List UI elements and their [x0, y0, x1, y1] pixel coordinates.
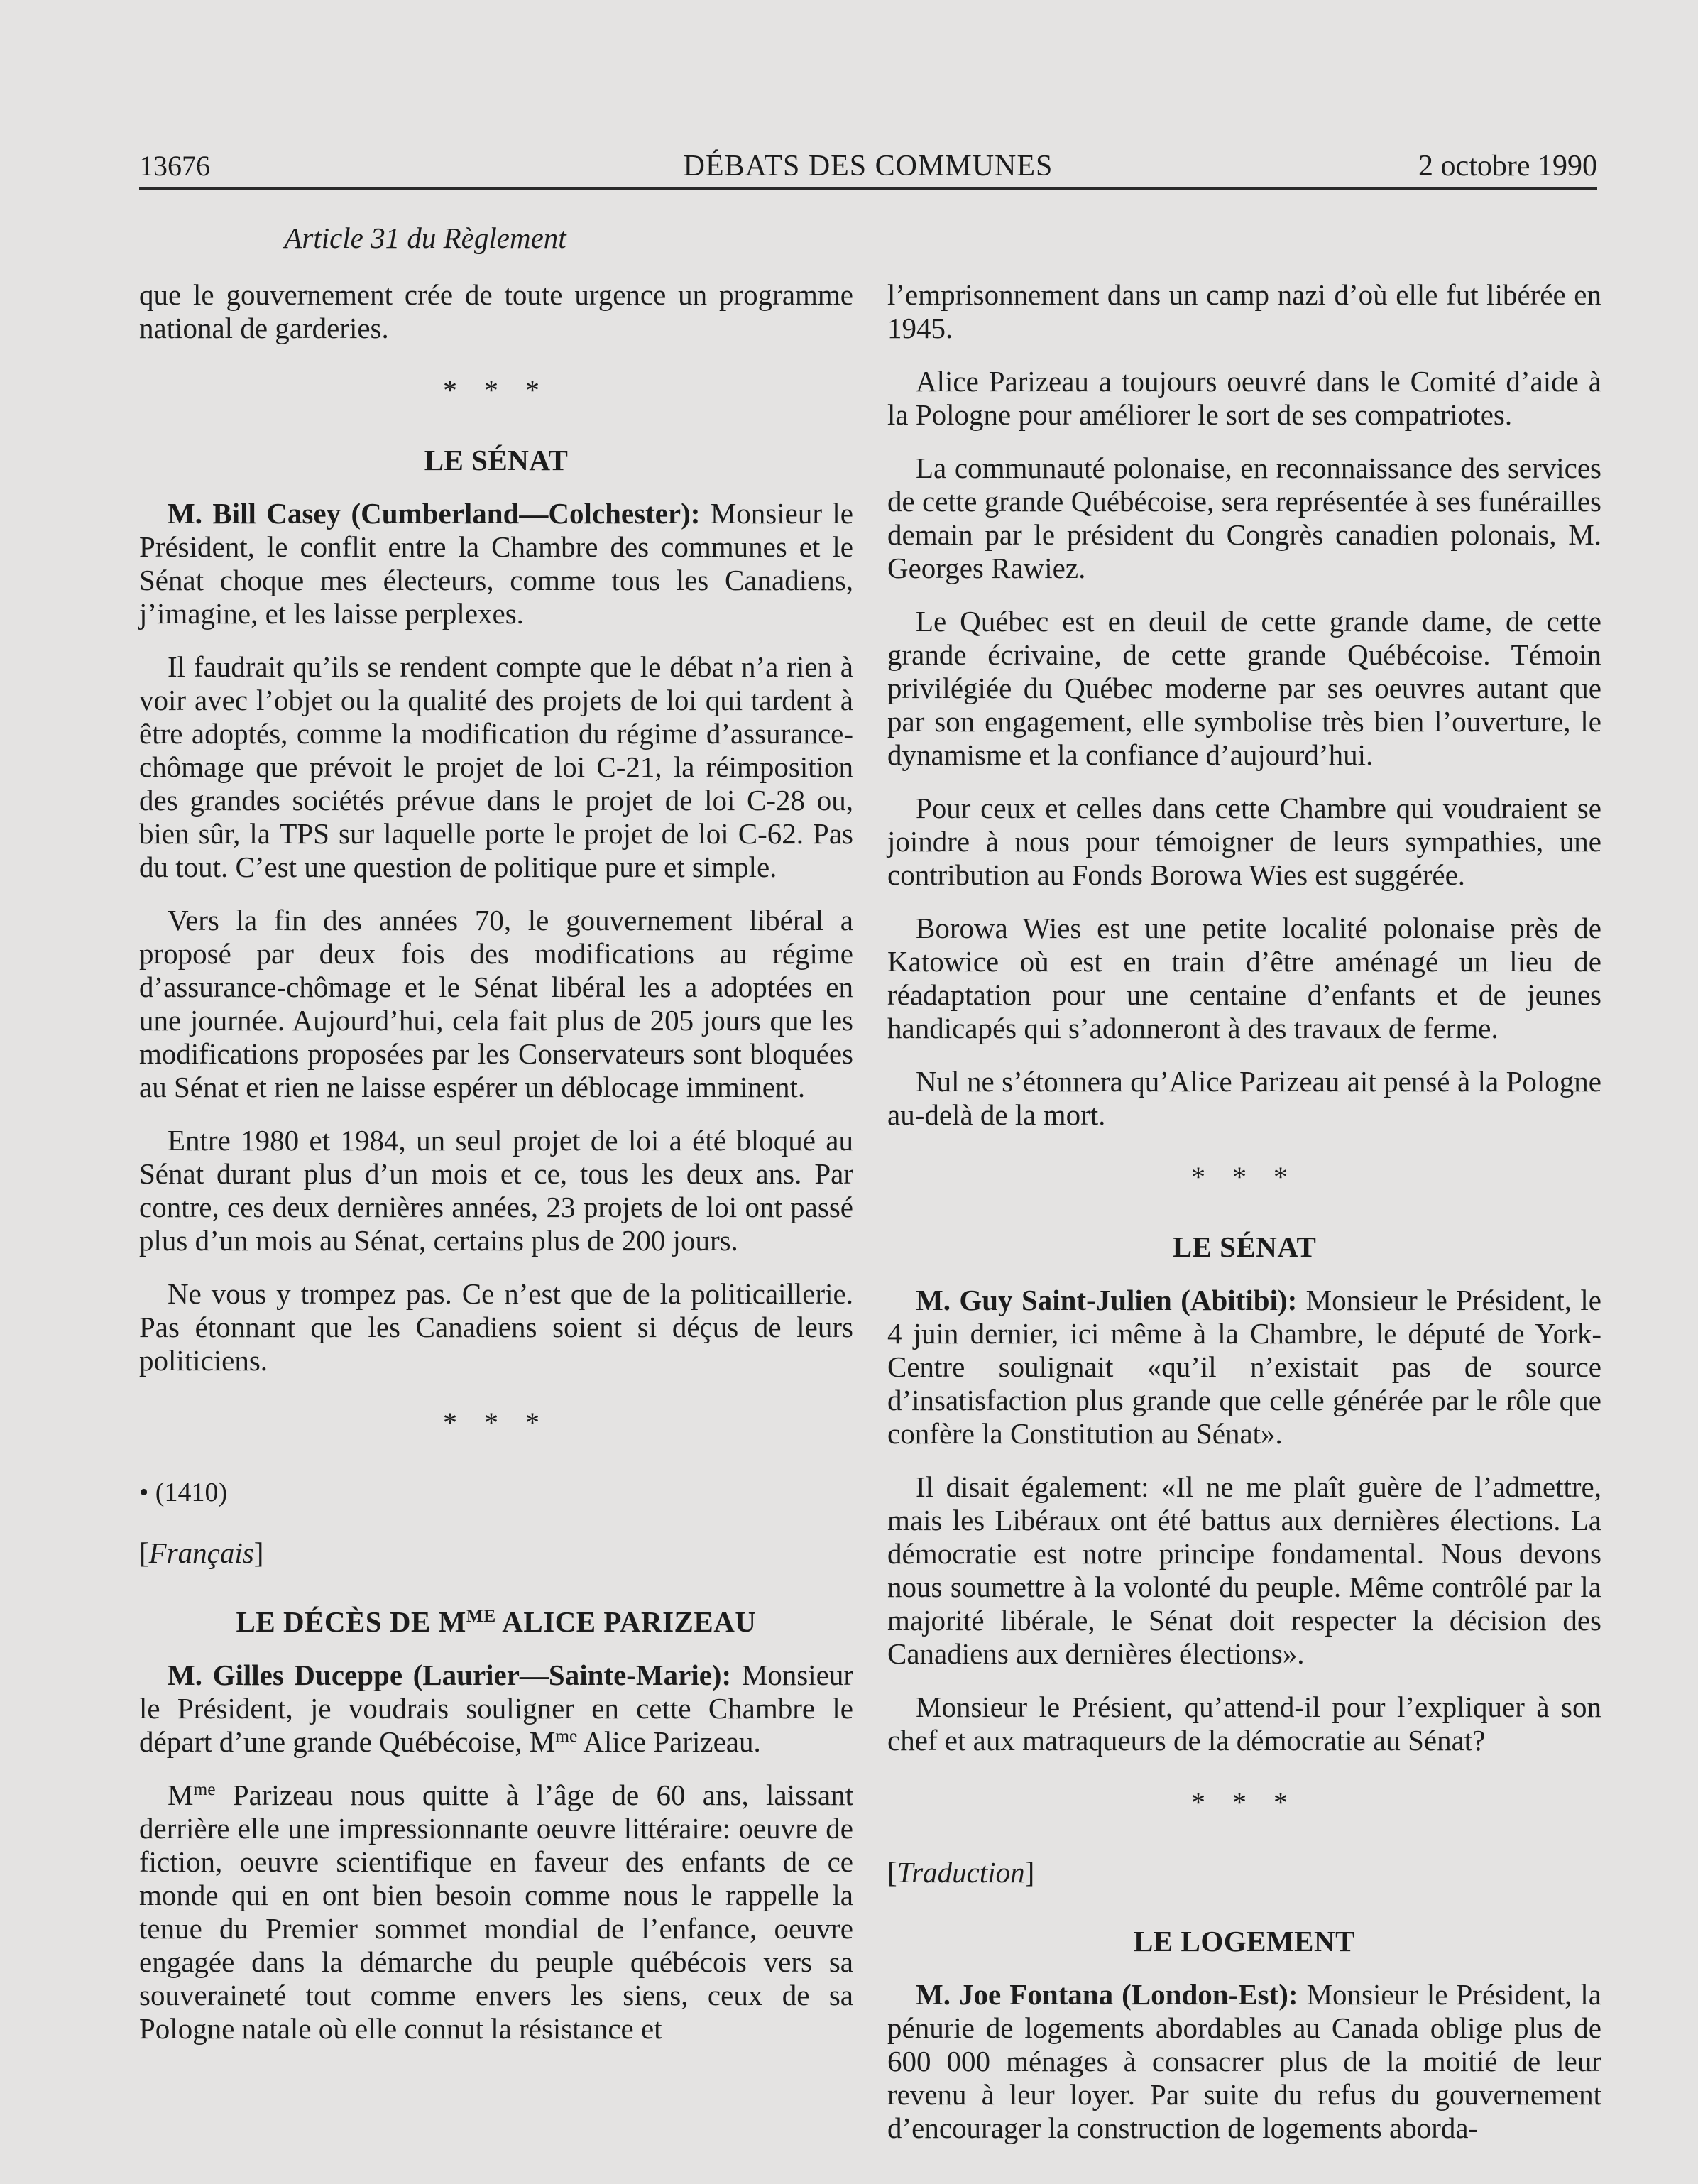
heading-text: LE DÉCÈS DE M	[236, 1605, 466, 1638]
speech-text: Monsieur le Président, la pénurie de logements abordables au Canada oblige plus de 600 000 ménages à consacrer plus de la moitié de leur revenu à leur loyer. Par suite du refus du gouvernement d’encourager la construction de logements aborda-	[887, 1978, 1601, 2144]
speech-text: Monsieur le Président, le 4 juin dernier, ici même à la Chambre, le député de York-Centre soulignait «qu’il n’existait pas de source d’insatisfaction plus grande que celle générée par le rôle que confère la Constitution au Sénat».	[887, 1284, 1602, 1450]
paragraph-fonds: Pour ceux et celles dans cette Chambre qui voudraient se joindre à nous pour témoigner de leurs sympathies, une contribution au Fonds Borowa Wies est suggérée.	[887, 792, 1601, 891]
right-column	[887, 278, 1601, 2165]
speech-text: M	[168, 1779, 194, 1811]
language-tag-text: Traduction	[897, 1856, 1025, 1889]
section-separator: * * *	[1191, 1161, 1298, 1193]
paragraph-borowa: Borowa Wies est une petite localité polonaise près de Katowice où est en train d’être aménagé un lieu de réadaptation pour une centaine d’enfants et de jeunes handicapés qui s’adonneront à des travaux de ferme.	[887, 912, 1601, 1044]
speech-text: Alice Parizeau.	[577, 1725, 761, 1758]
section-separator: * * *	[1191, 1786, 1298, 1818]
paragraph-fontana-1	[887, 1978, 1601, 2145]
paragraph-casey-1	[139, 497, 853, 630]
paragraph-garderies: que le gouvernement crée de toute urgence un programme national de garderies.	[139, 278, 853, 344]
language-tag: [Traduction]	[887, 1856, 1035, 1889]
speaker-name: M. Bill Casey (Cumberland—Colchester):	[168, 497, 701, 530]
section-heading-senat-2: LE SÉNAT	[1172, 1230, 1317, 1263]
article-title: Article 31 du Règlement	[284, 222, 566, 254]
paragraph-duceppe-2	[139, 1779, 853, 2046]
section-heading-senat: LE SÉNAT	[424, 444, 569, 476]
left-column	[139, 222, 853, 2065]
paragraph-communaute: La communauté polonaise, en reconnaissance des services de cette grande Québécoise, sera représentée à ses funérailles demain par le président du Congrès canadien polonais, M. Georges Rawiez.	[887, 452, 1601, 584]
paragraph-nul: Nul ne s’étonnera qu’Alice Parizeau ait pensé à la Pologne au-delà de la mort.	[887, 1065, 1601, 1131]
paragraph-casey-3: Vers la fin des années 70, le gouvernement libéral a proposé par deux fois des modifications au régime d’assurance-chômage et le Sénat libéral les a adoptées en une journée. Aujourd’hui, cela fait plus de 205 jours que les modifications proposées par les Conservateurs sont bloquées au Sénat et rien ne laisse espérer un déblocage imminent.	[139, 904, 853, 1103]
running-head	[139, 145, 1597, 187]
language-tag: [Français]	[139, 1536, 264, 1569]
paragraph-saint-julien-3: Monsieur le Présient, qu’attend-il pour l’expliquer à son chef et aux matraqueurs de la démocratie au Sénat?	[887, 1691, 1601, 1757]
superscript: me	[193, 1779, 216, 1800]
issue-date: 2 octobre 1990	[1418, 150, 1597, 182]
language-tag-text: Français	[148, 1536, 254, 1569]
paragraph-comite: Alice Parizeau a toujours oeuvré dans le Comité d’aide à la Pologne pour améliorer le sort de ses compatriotes.	[887, 365, 1601, 431]
paragraph-casey-5: Ne vous y trompez pas. Ce n’est que de la politicaillerie. Pas étonnant que les Canadiens soient si déçus de leurs politiciens.	[139, 1277, 853, 1377]
speaker-name: M. Guy Saint-Julien (Abitibi):	[916, 1284, 1298, 1316]
time-marker: • (1410)	[139, 1478, 228, 1507]
paragraph-saint-julien-1	[887, 1284, 1601, 1451]
speech-text: Parizeau nous quitte à l’âge de 60 ans, laissant derrière elle une impressionnante oeuvre littéraire: oeuvre de fiction, oeuvre scientifique en faveur des enfants de ce monde qui en ont bien besoin comme nous le rappelle la tenue du Premier sommet mondial de l’enfance, oeuvre engagée dans la démarche du peuple québécois vers sa souveraineté tout comme envers les siens, ceux de sa Pologne natale où elle connut la résistance et	[139, 1779, 853, 2045]
paragraph-continuation: l’emprisonnement dans un camp nazi d’où elle fut libérée en 1945.	[887, 278, 1601, 344]
speech-text: Monsieur le Président, le conflit entre la Chambre des communes et le Sénat choque mes électeurs, comme tous les Canadiens, j’imagine, et les laisse perplexes.	[139, 497, 853, 630]
paragraph-duceppe-1	[139, 1659, 853, 1759]
paragraph-casey-2: Il faudrait qu’ils se rendent compte que le débat n’a rien à voir avec l’objet ou la qualité des projets de loi qui tardent à être adoptés, comme la modification du régime d’assurance-chômage que prévoit le projet de loi C-21, la réimposition des grandes sociétés prévue dans le projet de loi C-28 ou, bien sûr, la TPS sur laquelle porte le projet de loi C-62. Pas du tout. C’est une question de politique pure et simple.	[139, 650, 853, 883]
heading-text: ALICE PARIZEAU	[495, 1605, 757, 1638]
heading-superscript: ME	[466, 1606, 496, 1627]
speech-text: Monsieur le Président, je voudrais souligner en cette Chambre le départ d’une grande Québécoise, M	[139, 1659, 853, 1758]
section-separator: * * *	[443, 1407, 549, 1438]
section-heading-logement: LE LOGEMENT	[1134, 1925, 1355, 1958]
header-rule	[139, 187, 1597, 190]
paragraph-deuil: Le Québec est en deuil de cette grande dame, de cette grande écrivaine, de cette grande Québécoise. Témoin privilégiée du Québec moderne par ses oeuvres autant que par son engagement, elle symbolise très bien l’ouverture, le dynamisme et la confiance d’aujourd’hui.	[887, 605, 1601, 771]
publication-title: DÉBATS DES COMMUNES	[683, 150, 1053, 182]
paragraph-casey-4: Entre 1980 et 1984, un seul projet de loi a été bloqué au Sénat durant plus d’un mois et ce, tous les deux ans. Par contre, ces deux dernières années, 23 projets de loi ont passé plus d’un mois au Sénat, certains plus de 200 jours.	[139, 1124, 853, 1257]
speaker-name: M. Gilles Duceppe (Laurier—Sainte-Marie):	[168, 1659, 732, 1691]
speaker-name: M. Joe Fontana (London-Est):	[916, 1978, 1298, 2011]
page-number: 13676	[139, 150, 210, 182]
section-heading-deces	[139, 1605, 853, 1639]
paragraph-saint-julien-2: Il disait également: «Il ne me plaît guère de l’admettre, mais les Libéraux ont été battus aux dernières élections. La démocratie est notre principe fondamental. Nous devons nous soumettre à la volonté du peuple. Même contrôlé par la majorité libérale, le Sénat doit respecter la décision des Canadiens aux dernières élections».	[887, 1470, 1601, 1670]
section-separator: * * *	[443, 374, 549, 406]
superscript: me	[555, 1726, 578, 1747]
